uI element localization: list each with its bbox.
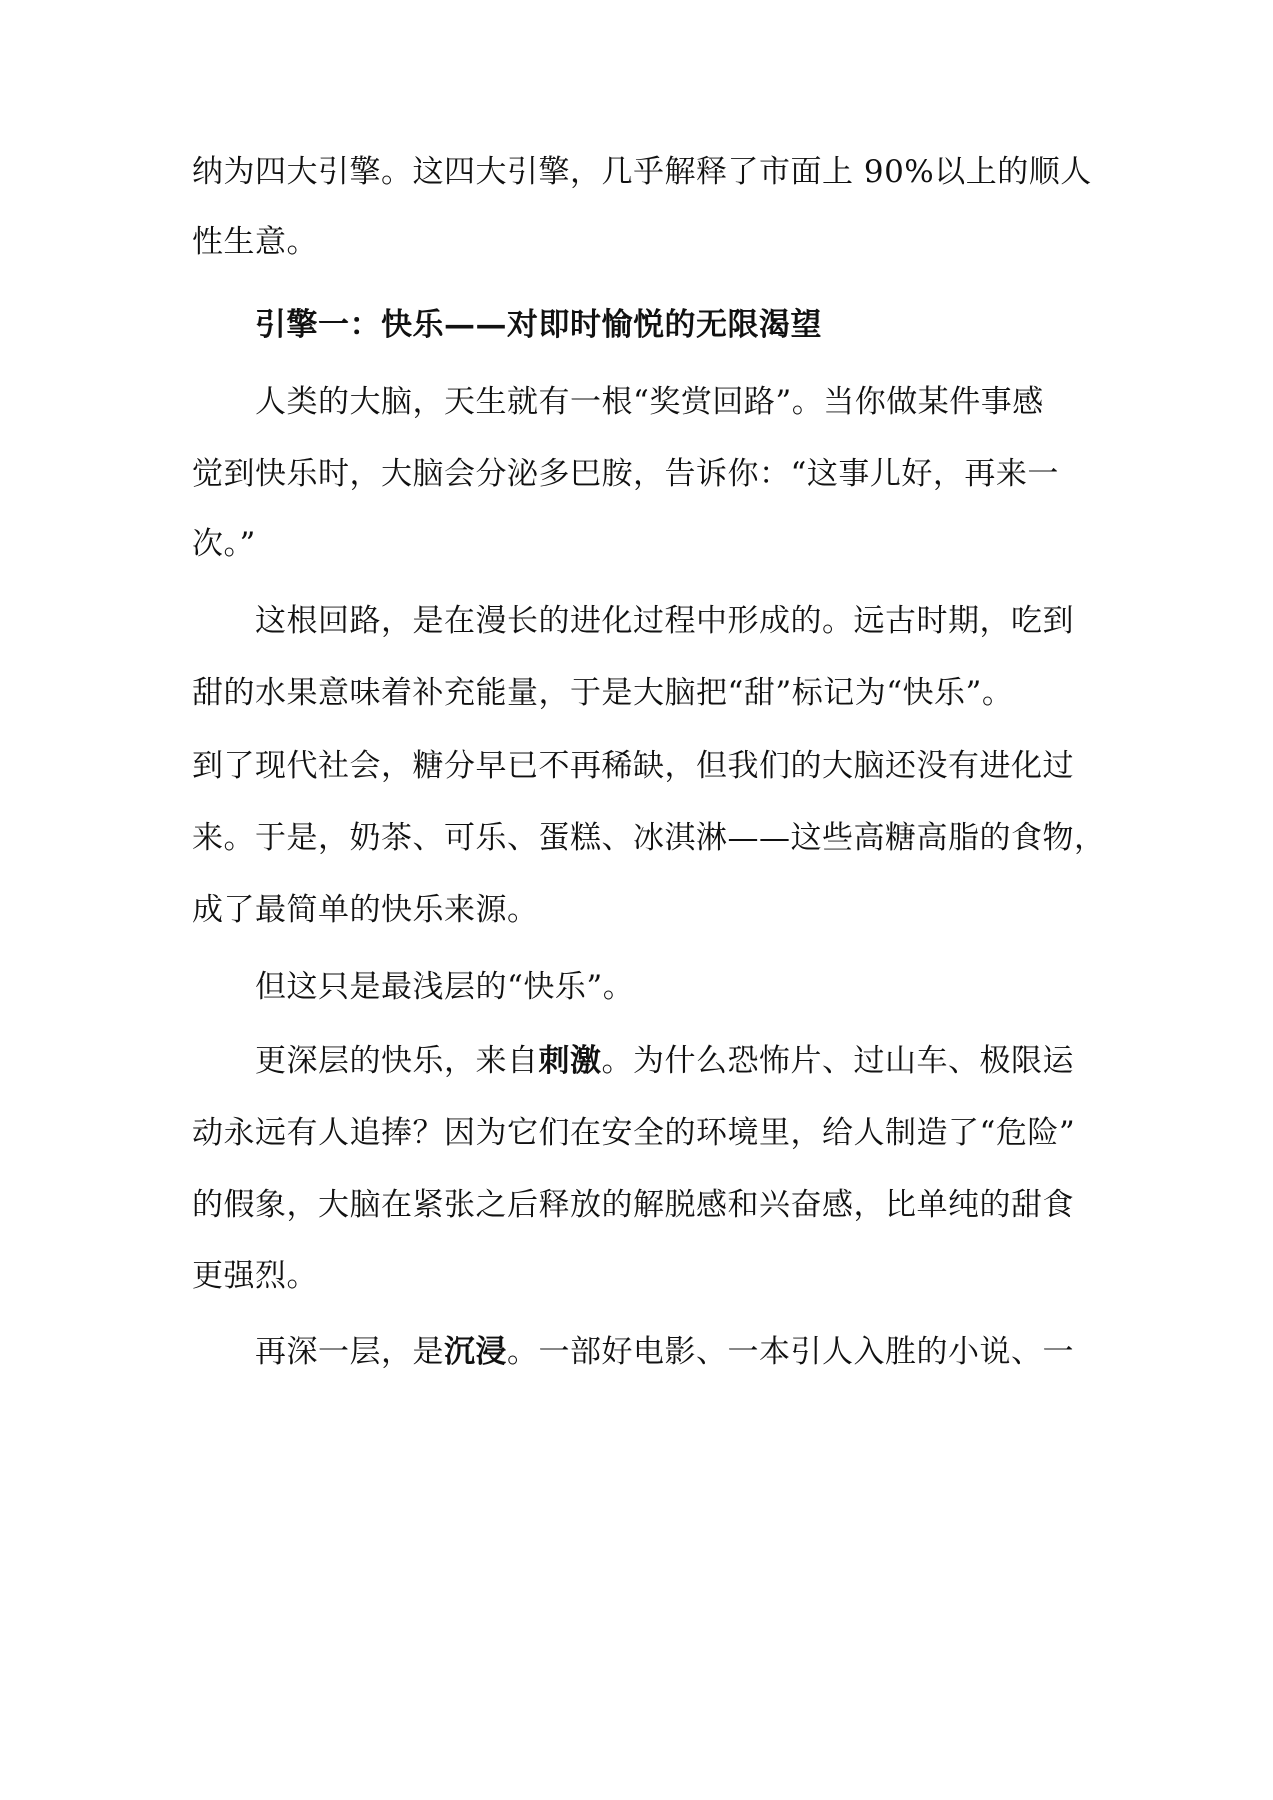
paragraph-line: 动永远有人追捧？因为它们在安全的环境里，给人制造了“危险” bbox=[192, 1115, 1076, 1151]
paragraph-line: 但这只是最浅层的“快乐”。 bbox=[255, 969, 635, 1005]
paragraph-line bbox=[255, 1332, 1155, 1372]
paragraph-line bbox=[255, 1041, 1155, 1081]
section-heading: 引擎一：快乐——对即时愉悦的无限渴望 bbox=[255, 307, 822, 343]
paragraph-line: 次。” bbox=[192, 526, 256, 562]
paragraph-line: 来。于是，奶茶、可乐、蛋糕、冰淇淋——这些高糖高脂的食物， bbox=[192, 820, 1106, 856]
paragraph-line: 纳为四大引擎。这四大引擎，几乎解释了市面上 90%以上的顺人 bbox=[192, 154, 1092, 190]
line-text: 再深一层，是 bbox=[255, 1334, 444, 1370]
paragraph-line: 性生意。 bbox=[192, 224, 318, 260]
emphasis-text: 沉浸 bbox=[444, 1334, 507, 1370]
paragraph-line: 甜的水果意味着补充能量，于是大脑把“甜”标记为“快乐”。 bbox=[192, 675, 1014, 711]
paragraph-line: 更强烈。 bbox=[192, 1258, 318, 1294]
paragraph-line: 觉到快乐时，大脑会分泌多巴胺，告诉你：“这事儿好，再来一 bbox=[192, 456, 1059, 492]
paragraph-line: 成了最简单的快乐来源。 bbox=[192, 892, 539, 928]
emphasis-text: 刺激 bbox=[538, 1043, 602, 1079]
paragraph-line: 到了现代社会，糖分早已不再稀缺，但我们的大脑还没有进化过 bbox=[192, 748, 1074, 784]
line-text: 。一部好电影、一本引人入胜的小说、一 bbox=[507, 1334, 1074, 1370]
paragraph-line: 这根回路，是在漫长的进化过程中形成的。远古时期，吃到 bbox=[255, 603, 1074, 639]
line-text: 更深层的快乐，来自 bbox=[255, 1043, 539, 1079]
line-text: 。为什么恐怖片、过山车、极限运 bbox=[601, 1043, 1074, 1079]
paragraph-line: 的假象，大脑在紧张之后释放的解脱感和兴奋感，比单纯的甜食 bbox=[192, 1187, 1074, 1223]
paragraph-line: 人类的大脑，天生就有一根“奖赏回路”。当你做某件事感 bbox=[255, 384, 1044, 420]
